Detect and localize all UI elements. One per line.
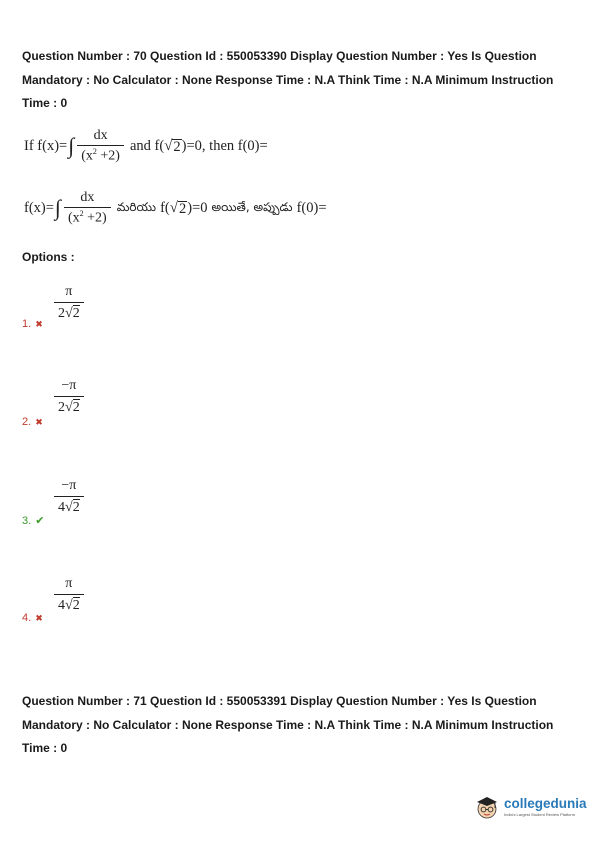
option-numerator: −π: [61, 478, 77, 493]
cross-icon: ✖: [35, 318, 43, 329]
cross-icon: ✖: [35, 416, 43, 427]
option-coefficient: 2: [58, 400, 65, 415]
option-2-number: [22, 416, 43, 428]
metadata-line: Time : 0: [22, 96, 68, 110]
question-71-metadata: [22, 690, 582, 761]
metadata-line: Question Number : 71 Question Id : 550053391 Display Question Number : Yes Is Question: [22, 694, 537, 708]
sqrt-symbol: √: [169, 199, 178, 216]
option-denominator: [54, 594, 84, 614]
condition-text: and f(: [129, 137, 165, 154]
option-coefficient: 4: [58, 500, 65, 515]
denominator-tail: +2): [96, 148, 120, 164]
telugu-word-then: అయితే, అప్పుడు: [211, 199, 293, 214]
denominator-tail: +2): [83, 210, 107, 226]
fraction-numerator: dx: [80, 190, 95, 205]
question-text-english: [24, 128, 268, 165]
question-prefix: If f(x)=: [24, 137, 68, 154]
question-prefix: f(x)=: [24, 199, 54, 216]
sqrt-symbol: √: [164, 137, 173, 154]
metadata-line: Time : 0: [22, 741, 68, 755]
option-number-label: 4.: [22, 612, 32, 624]
brand-tagline: India's Largest Student Review Platform: [504, 812, 576, 818]
logo-text: [504, 797, 587, 818]
option-1-value: [54, 284, 84, 322]
radicand: 2: [173, 139, 181, 156]
option-4-value: [54, 576, 84, 614]
metadata-line: Question Number : 70 Question Id : 550053390 Display Question Number : Yes Is Question: [22, 49, 537, 63]
condition-text: f(: [160, 199, 170, 216]
telugu-word-and: మరియు: [116, 199, 157, 214]
radicand: 2: [72, 306, 80, 321]
question-text-telugu: [24, 190, 327, 227]
brand-name: collegedunia: [504, 795, 587, 811]
fraction-denominator: [64, 207, 111, 227]
options-label: Options :: [22, 250, 75, 264]
option-coefficient: 4: [58, 598, 65, 613]
option-denominator: [54, 396, 84, 416]
integral-sign: ∫: [54, 195, 61, 221]
option-number-label: 1.: [22, 318, 32, 330]
sqrt-symbol: √: [65, 500, 73, 515]
option-numerator: π: [65, 576, 73, 591]
metadata-line: Mandatory : No Calculator : None Response Time : N.A Think Time : N.A Minimum Instruction: [22, 717, 554, 732]
collegedunia-logo[interactable]: [474, 794, 587, 820]
question-70-metadata: [22, 45, 582, 116]
integral-sign: ∫: [68, 133, 75, 159]
metadata-line: Mandatory : No Calculator : None Response Time : N.A Think Time : N.A Minimum Instruction: [22, 72, 554, 87]
fraction-denominator: [77, 145, 124, 165]
denominator-exponent: 2: [92, 147, 97, 156]
option-numerator: −π: [61, 378, 77, 393]
option-3-value: [54, 478, 84, 516]
radicand: 2: [179, 201, 187, 218]
option-denominator: [54, 302, 84, 322]
denominator-exponent: 2: [79, 209, 84, 218]
sqrt-expression: [164, 138, 181, 155]
integrand-fraction: [64, 190, 111, 227]
radicand: 2: [72, 598, 80, 613]
option-1-number: [22, 318, 43, 330]
question-tail: f(0)=: [296, 199, 327, 216]
cross-icon: ✖: [35, 612, 43, 623]
radicand: 2: [72, 400, 80, 415]
radicand: 2: [72, 500, 80, 515]
sqrt-expression: [170, 200, 187, 217]
integrand-fraction: [77, 128, 124, 165]
option-denominator: [54, 496, 84, 516]
condition-tail: )=0, then f(0)=: [181, 137, 268, 154]
denominator-base: (x: [81, 148, 93, 164]
denominator-base: (x: [67, 210, 80, 226]
sqrt-symbol: √: [65, 306, 73, 321]
graduate-avatar-icon: [474, 794, 500, 820]
fraction-numerator: dx: [93, 128, 108, 143]
option-numerator: π: [65, 284, 73, 299]
option-2-value: [54, 378, 84, 416]
sqrt-symbol: √: [65, 598, 73, 613]
option-3-number: [22, 514, 44, 527]
sqrt-symbol: √: [65, 400, 73, 415]
option-coefficient: 2: [58, 306, 65, 321]
option-number-label: 2.: [22, 416, 32, 428]
option-number-label: 3.: [22, 514, 32, 527]
option-4-number: [22, 612, 43, 624]
check-icon: ✔: [35, 515, 45, 527]
condition-tail: )=0: [187, 199, 208, 216]
